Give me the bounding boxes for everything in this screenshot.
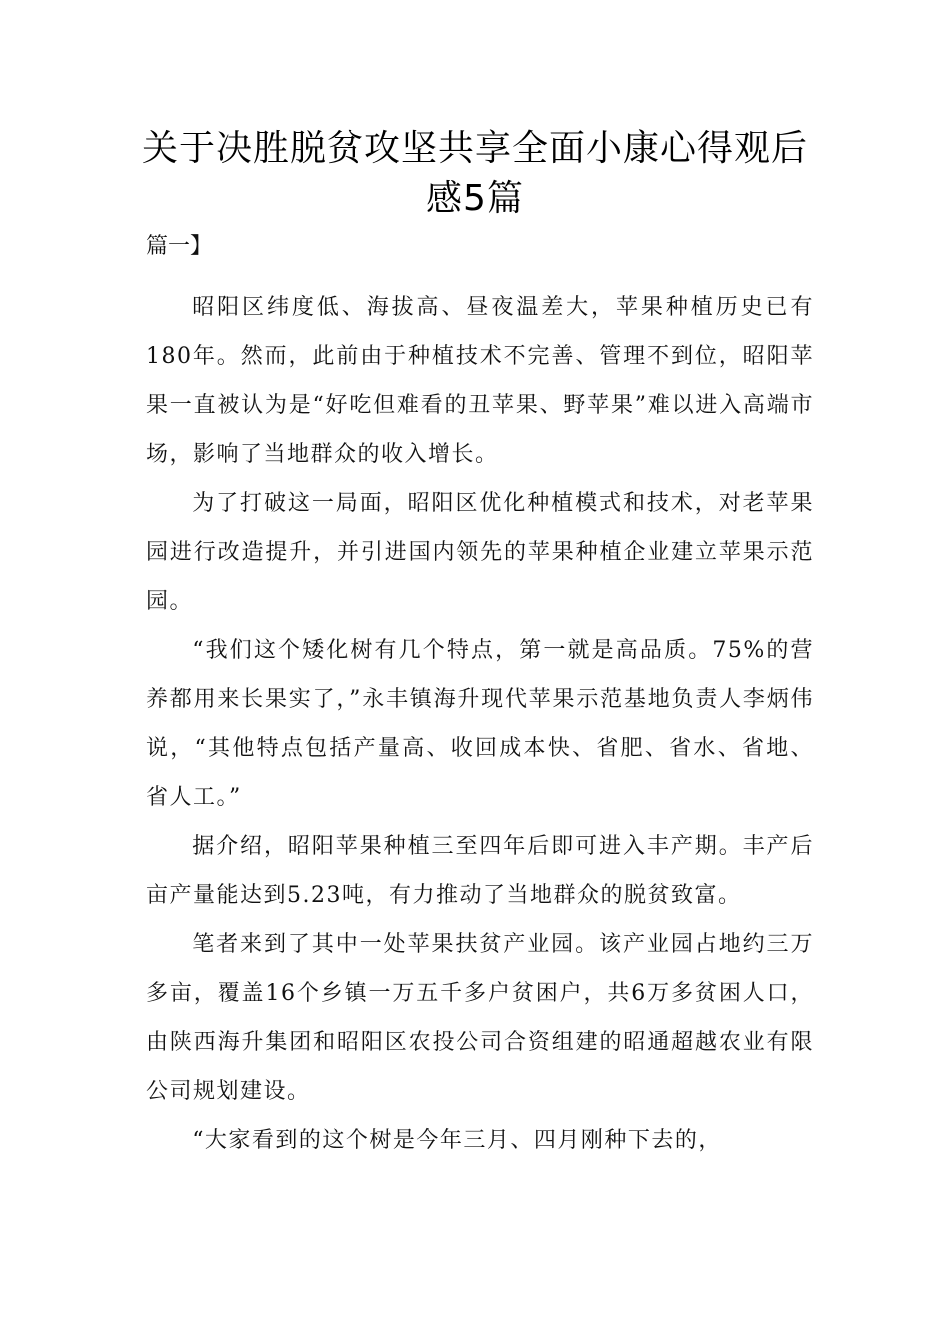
section-label: 篇一】: [146, 234, 213, 259]
paragraph: “大家看到的这个树是今年三月、四月刚种下去的，: [192, 1128, 722, 1153]
paragraph: “我们这个矮化树有几个特点，第一就是高品质。75%的营养都用来长果实了，”永丰镇海升现代苹果示范基地负责人李炳伟说，“其他特点包括产量高、收回成本快、省肥、省水、省地、省人工。”: [146, 638, 814, 810]
document-title: 关于决胜脱贫攻坚共享全面小康心得观后感5篇: [141, 128, 808, 219]
document-body: [146, 283, 814, 1165]
paragraph: 为了打破这一局面，昭阳区优化种植模式和技术，对老苹果园进行改造提升，并引进国内领先的苹果种植企业建立苹果示范园。: [146, 491, 814, 614]
paragraph: 昭阳区纬度低、海拔高、昼夜温差大，苹果种植历史已有180年。然而，此前由于种植技术不完善、管理不到位，昭阳苹果一直被认为是“好吃但难看的丑苹果、野苹果”难以进入高端市场，影响了当地群众的收入增长。: [146, 295, 814, 467]
paragraph: 据介绍，昭阳苹果种植三至四年后即可进入丰产期。丰产后亩产量能达到5.23吨，有力推动了当地群众的脱贫致富。: [146, 834, 814, 908]
paragraph: 笔者来到了其中一处苹果扶贫产业园。该产业园占地约三万多亩，覆盖16个乡镇一万五千多户贫困户，共6万多贫困人口，由陕西海升集团和昭阳区农投公司合资组建的昭通超越农业有限公司规划建设。: [146, 932, 814, 1104]
